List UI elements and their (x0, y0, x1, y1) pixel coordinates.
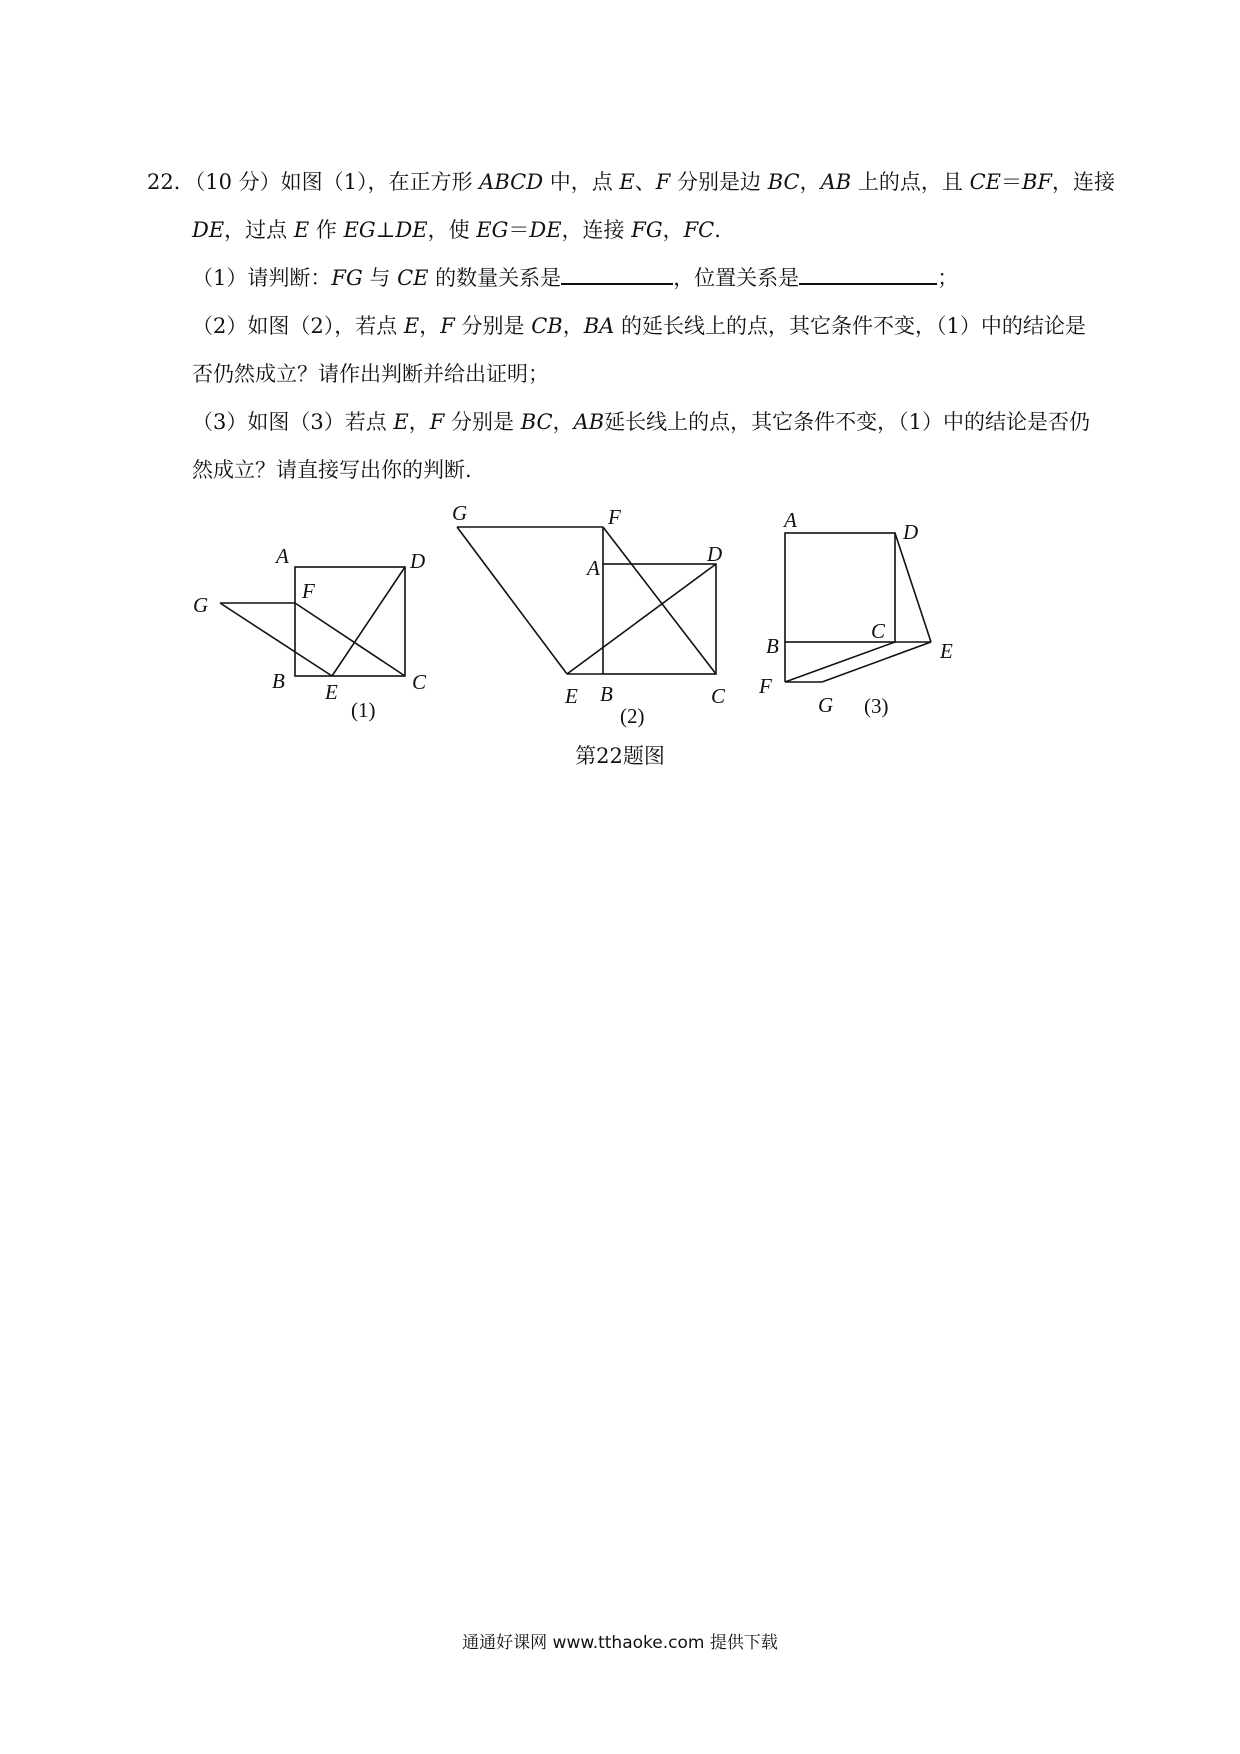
text-run: ， (799, 170, 821, 194)
fig2-label-e: E (565, 684, 578, 708)
math-var: E (393, 410, 409, 434)
math-var: DE (192, 218, 225, 242)
fig1-label-f: F (302, 579, 315, 603)
math-var: DE (395, 218, 428, 242)
fig1-label-d: D (410, 549, 426, 573)
math-var: F (440, 314, 455, 338)
fig2-label-a: A (587, 556, 600, 580)
math-var: F (655, 170, 671, 194)
math-var: FG (331, 266, 363, 290)
fig3-label-a: A (784, 508, 797, 532)
fig2-label-d: D (707, 542, 723, 566)
math-var: CB (531, 314, 563, 338)
math-var: AB (573, 410, 605, 434)
text-run: ； (937, 266, 959, 290)
math-var: DE (529, 218, 562, 242)
fig2-label-b: B (600, 682, 613, 706)
text-run: 与 (362, 266, 398, 290)
fig3-label-g: G (818, 693, 834, 717)
text-run: 分别是 (454, 314, 532, 338)
text-run: ， (662, 218, 684, 242)
text-run: （2）如图（2），若点 (192, 314, 404, 338)
text-run: ，使 (427, 218, 477, 242)
fig1-label-b: B (272, 669, 285, 693)
fig2-caption: (2) (620, 704, 645, 728)
text-run: 分别是边 (670, 170, 768, 194)
page-footer: 通通好课网 www.tthaoke.com 提供下载 (462, 1633, 778, 1653)
fig3-label-e: E (940, 639, 953, 663)
text-run: ⊥ (375, 218, 396, 242)
math-var: FC (683, 218, 715, 242)
text-run: ， (552, 410, 574, 434)
math-var: BC (767, 170, 800, 194)
figure-3-lines (785, 533, 931, 682)
fig1-label-e: E (325, 680, 338, 704)
text-run: ，过点 (224, 218, 294, 242)
fig3-label-b: B (766, 634, 779, 658)
math-var: E (619, 170, 635, 194)
fig3-label-f: F (759, 674, 772, 698)
text-run: ＝ (1000, 170, 1022, 194)
math-var: CE (969, 170, 1001, 194)
math-var: E (293, 218, 310, 242)
figure-caption: 第22题图 (575, 744, 665, 768)
text-run: ， (408, 410, 430, 434)
segment-fc-1 (295, 603, 405, 676)
text-run: ， (562, 314, 584, 338)
text-run: 上的点，且 (851, 170, 970, 194)
text-run: ， (419, 314, 441, 338)
math-var: EG (343, 218, 376, 242)
segment-ed-2 (567, 564, 716, 674)
math-var: CE (397, 266, 429, 290)
text-run: ，位置关系是 (673, 266, 800, 290)
segment-fc-2 (603, 527, 716, 674)
fig1-label-c: C (412, 670, 427, 694)
fig2-label-f: F (608, 505, 621, 529)
square-abcd-2 (603, 564, 716, 674)
fig2-label-c: C (711, 684, 726, 708)
text-run: ，连接 (561, 218, 632, 242)
fig3-label-d: D (903, 520, 919, 544)
fig1-label-a: A (276, 544, 289, 568)
math-var: F (429, 410, 445, 434)
text-run: 的数量关系是 (428, 266, 562, 290)
text-run: 的延长线上的点，其它条件不变，（1）中的结论是 (614, 314, 1086, 338)
math-var: BA (583, 314, 615, 338)
segment-ed-1 (332, 567, 405, 676)
text-run: ，连接 (1051, 170, 1115, 194)
text-run: （1）请判断： (192, 266, 332, 290)
text-run: 22．（10 分）如图（1），在正方形 (147, 170, 480, 194)
text-run: 中，点 (543, 170, 620, 194)
math-var: BF (1021, 170, 1052, 194)
segment-ge-1 (220, 603, 332, 676)
math-var: ABCD (479, 170, 544, 194)
fig3-label-c: C (871, 619, 886, 643)
text-run: . (714, 218, 721, 242)
text-run: 作 (309, 218, 344, 242)
fig1-caption: (1) (351, 698, 376, 722)
text-run: 延长线上的点，其它条件不变，（1）中的结论是否仍 (604, 410, 1091, 434)
math-var: BC (520, 410, 553, 434)
fig2-label-g: G (452, 501, 468, 525)
math-var: AB (820, 170, 852, 194)
figure-2-lines (457, 527, 716, 674)
text-run: （3）如图（3）若点 (192, 410, 394, 434)
math-var: E (403, 314, 420, 338)
text-run: 分别是 (444, 410, 521, 434)
question-part-2-line-2: 否仍然成立？请作出判断并给出证明； (192, 362, 549, 386)
segment-ge-2 (457, 527, 567, 674)
math-var: FG (631, 218, 663, 242)
math-var: EG (476, 218, 509, 242)
text-run: 、 (634, 170, 656, 194)
segment-de-3 (895, 533, 931, 642)
fig1-label-g: G (193, 593, 209, 617)
text-run: ＝ (508, 218, 530, 242)
question-part-3-line-2: 然成立？请直接写出你的判断. (192, 458, 472, 482)
fig3-caption: (3) (864, 694, 889, 718)
